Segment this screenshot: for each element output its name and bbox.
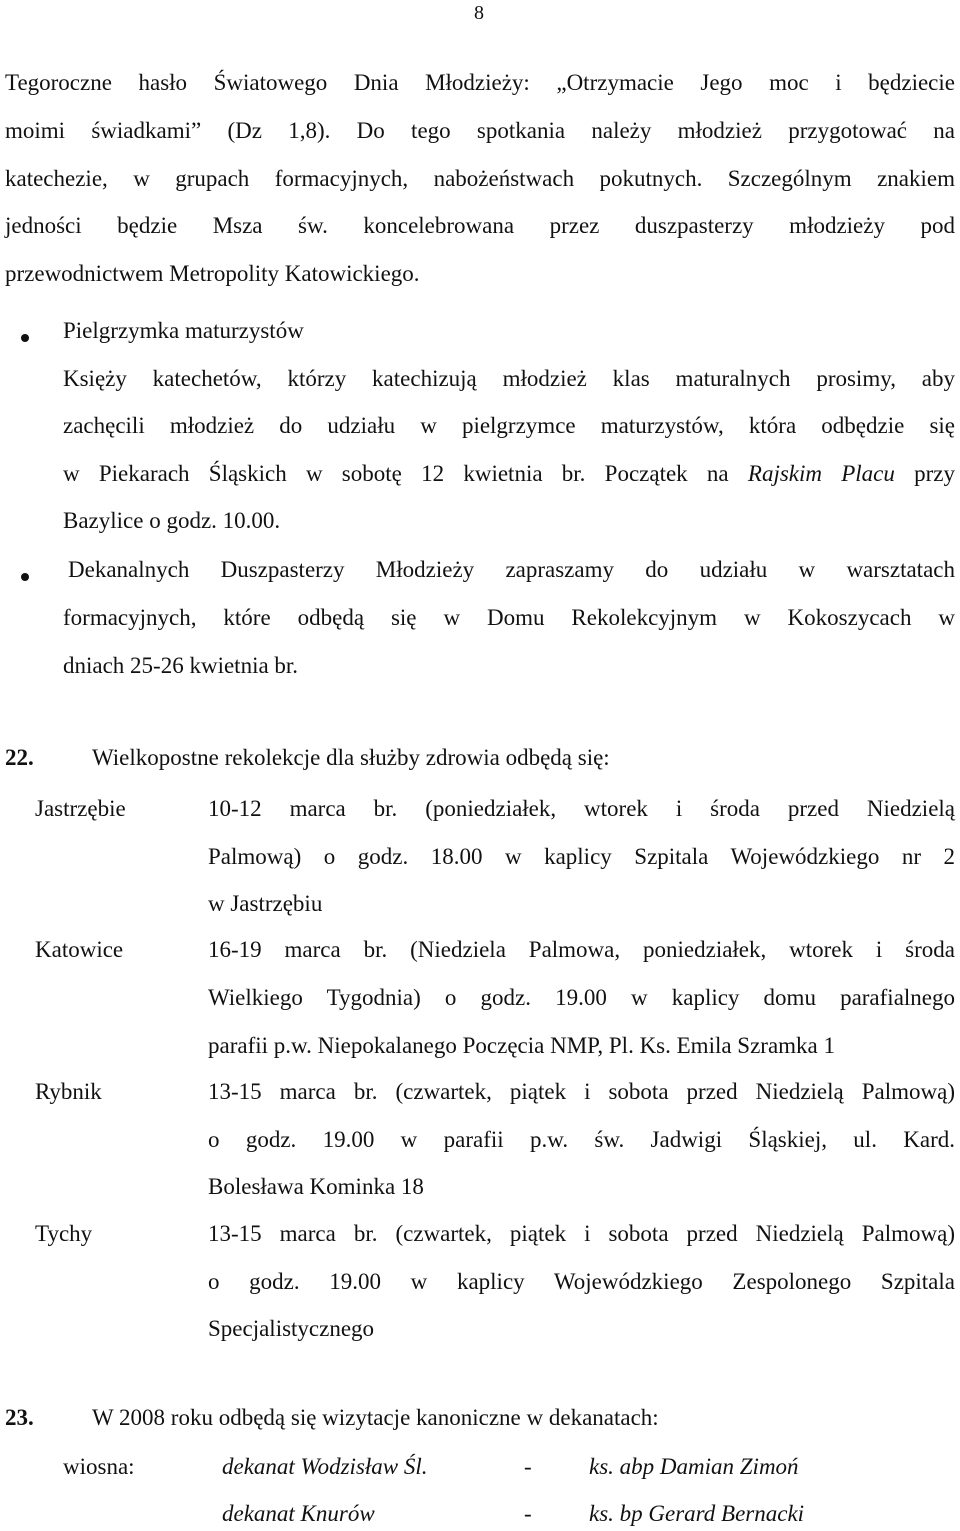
intro-line: przewodnictwem Metropolity Katowickiego. [5, 261, 420, 286]
bullet-icon [21, 573, 29, 581]
city-label: Jastrzębie [35, 796, 126, 821]
intro-line: jedności będzie Msza św. koncelebrowana przez duszpasterzy młodzieży pod [5, 213, 955, 238]
schedule-line: 13-15 marca br. (czwartek, piątek i sobota przed Niedzielą Palmową) [208, 1221, 955, 1246]
section-number: 22. [5, 745, 34, 770]
city-label: Katowice [35, 937, 124, 962]
schedule-line: parafii p.w. Niepokalanego Poczęcia NMP, Pl. Ks. Emila Szramka 1 [208, 1033, 836, 1058]
section-heading: Wielkopostne rekolekcje dla służby zdrowia odbędą się: [92, 745, 610, 770]
bullet-line: dniach 25-26 kwietnia br. [63, 653, 299, 678]
season-label: wiosna: [63, 1454, 135, 1479]
schedule-line: 13-15 marca br. (czwartek, piątek i sobota przed Niedzielą Palmową) [208, 1079, 955, 1104]
section-number: 23. [5, 1405, 34, 1430]
bullet-icon [21, 334, 29, 342]
schedule-line: Bolesława Kominka 18 [208, 1174, 424, 1199]
intro-line: katechezie, w grupach formacyjnych, nabożeństwach pokutnych. Szczególnym znakiem [5, 166, 955, 191]
section-heading: W 2008 roku odbędą się wizytacje kanoniczne w dekanatach: [92, 1405, 659, 1430]
section-23 [0, 1405, 960, 1531]
deanery-name: dekanat Wodzisław Śl. [222, 1454, 428, 1479]
bullet-line-text: w Piekarach Śląskich w sobotę 12 kwietnia br. Początek na [63, 461, 748, 486]
schedule-line: o godz. 19.00 w kaplicy Wojewódzkiego Zespolonego Szpitala [208, 1269, 955, 1294]
bullet-item [0, 318, 960, 538]
bullet-title: Pielgrzymka maturzystów [63, 318, 304, 343]
city-label: Rybnik [35, 1079, 102, 1104]
dash: - [524, 1501, 532, 1526]
schedule-line: 16-19 marca br. (Niedziela Palmowa, poniedziałek, wtorek i środa [208, 937, 955, 962]
place-name: Rajskim Placu [747, 461, 895, 486]
intro-line: Tegoroczne hasło Światowego Dnia Młodzieży: „Otrzymacie Jego moc i będziecie [5, 70, 955, 95]
schedule-line: w Jastrzębiu [208, 891, 323, 916]
schedule-line: Specjalistycznego [208, 1316, 375, 1341]
bullet-line: zachęcili młodzież do udziału w pielgrzymce maturzystów, która odbędzie się [63, 413, 955, 438]
bullet-line: Dekanalnych Duszpasterzy Młodzieży zapraszamy do udziału w warsztatach [68, 557, 955, 582]
schedule-line: Wielkiego Tygodnia) o godz. 19.00 w kaplicy domu parafialnego [208, 985, 955, 1010]
deanery-name: dekanat Knurów [222, 1501, 375, 1526]
bullet-line [63, 461, 955, 487]
bishop-name: ks. bp Gerard Bernacki [589, 1501, 805, 1526]
schedule-line: 10-12 marca br. (poniedziałek, wtorek i środa przed Niedzielą [208, 796, 955, 821]
city-label: Tychy [35, 1221, 93, 1246]
bishop-name: ks. abp Damian Zimoń [589, 1454, 799, 1479]
page-number: 8 [474, 2, 484, 24]
bullet-line: Bazylice o godz. 10.00. [63, 508, 281, 533]
bullet-line-text: przy [894, 461, 956, 486]
section-22 [0, 745, 960, 1355]
intro-line: moimi świadkami” (Dz 1,8). Do tego spotkania należy młodzież przygotować na [5, 118, 955, 143]
bullet-item [0, 557, 960, 697]
bullet-line: Księży katechetów, którzy katechizują młodzież klas maturalnych prosimy, aby [63, 366, 955, 391]
schedule-line: Palmową) o godz. 18.00 w kaplicy Szpitala Wojewódzkiego nr 2 [208, 844, 955, 869]
schedule-line: o godz. 19.00 w parafii p.w. św. Jadwigi Śląskiej, ul. Kard. [208, 1127, 955, 1152]
bullet-line: formacyjnych, które odbędą się w Domu Rekolekcyjnym w Kokoszycach w [63, 605, 955, 630]
dash: - [524, 1454, 532, 1479]
intro-paragraph [5, 70, 955, 300]
